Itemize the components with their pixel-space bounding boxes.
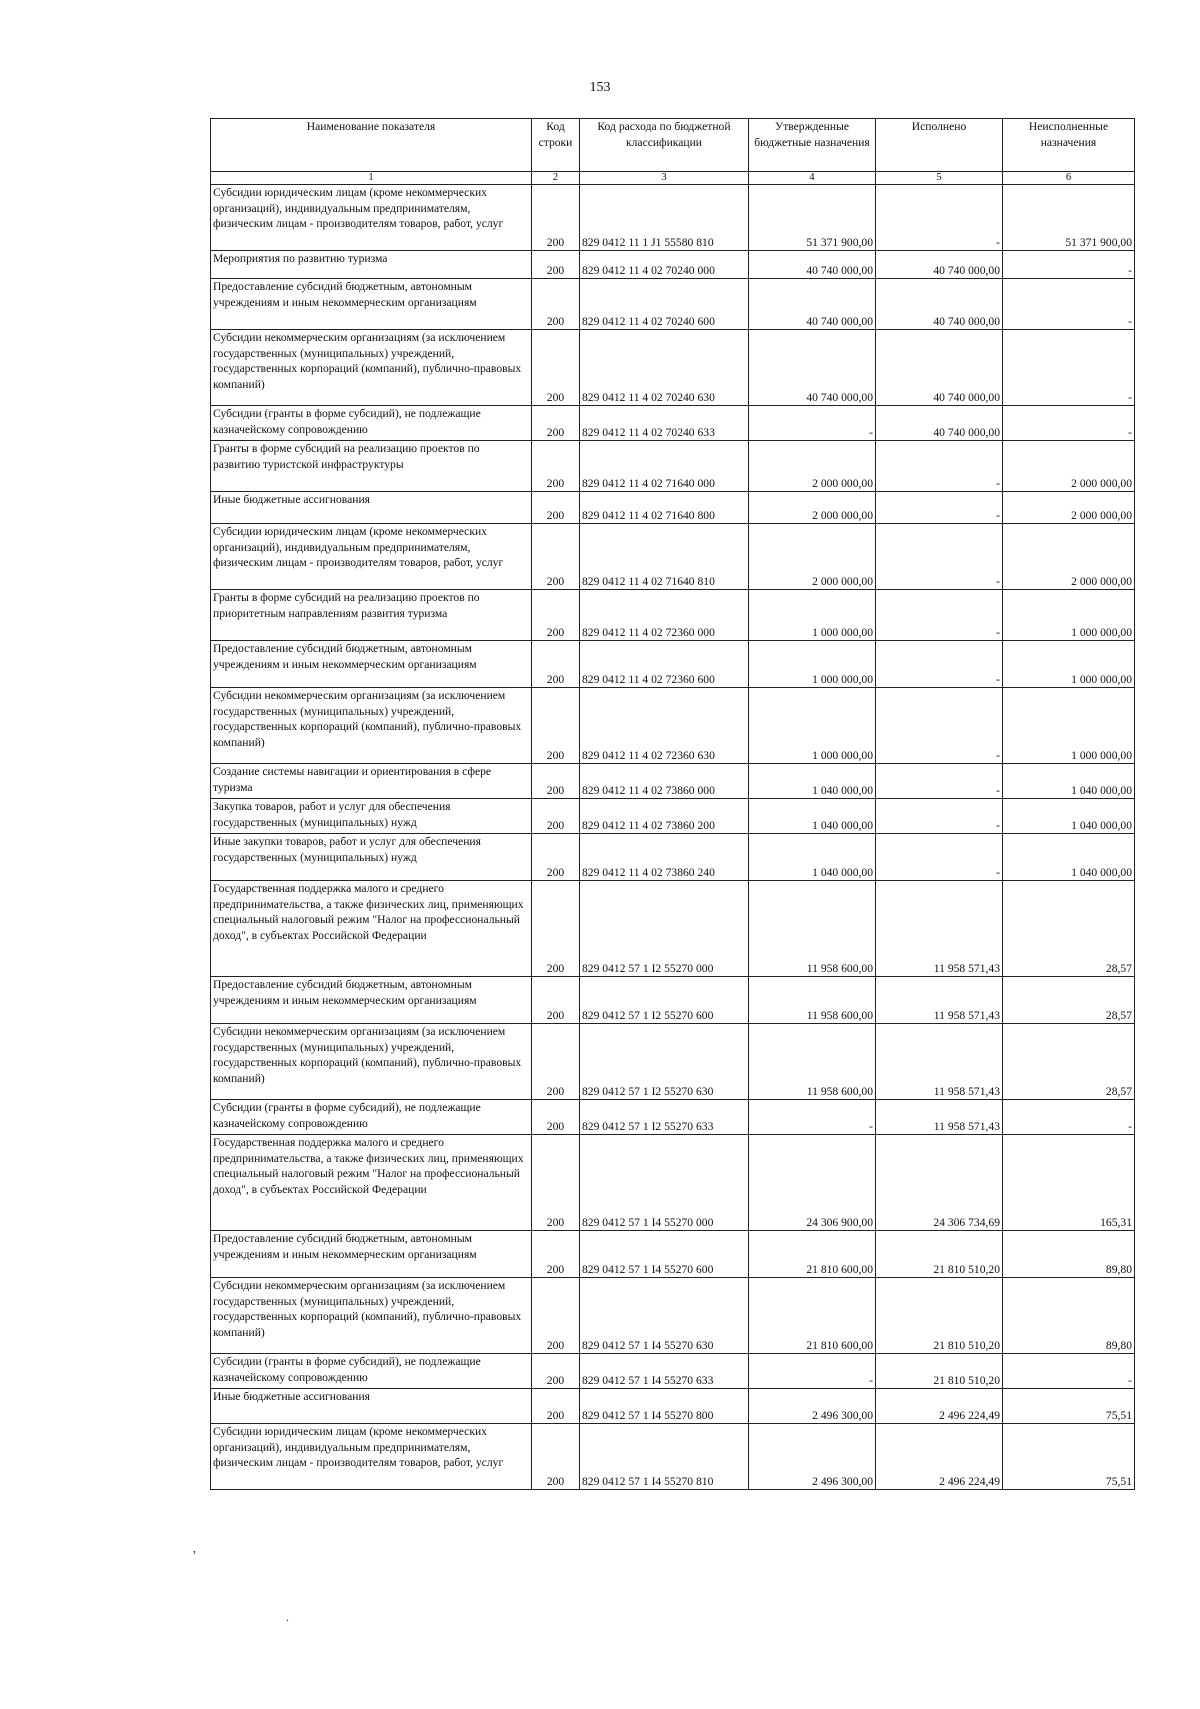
executed-amount-cell: - <box>876 641 1003 688</box>
executed-amount-cell: 11 958 571,43 <box>876 977 1003 1024</box>
approved-amount-cell: 2 496 300,00 <box>749 1424 876 1490</box>
executed-amount-cell: 21 810 510,20 <box>876 1354 1003 1389</box>
unexecuted-amount-cell: 28,57 <box>1003 881 1135 977</box>
line-code-cell: 200 <box>532 279 580 330</box>
indicator-name-cell: Государственная поддержка малого и среднего предпринимательства, а также физических лиц, применяющих специальный налоговый режим "Налог на профессиональный доход", в субъектах Российской Федерации <box>211 881 532 977</box>
table-row <box>211 1389 1135 1424</box>
classification-code-cell: 829 0412 11 4 02 72360 000 <box>580 590 749 641</box>
approved-amount-cell: 11 958 600,00 <box>749 977 876 1024</box>
executed-amount-cell: - <box>876 764 1003 799</box>
approved-amount-cell: 11 958 600,00 <box>749 1024 876 1100</box>
stray-mark: , <box>193 1541 196 1555</box>
header-row <box>211 119 1135 172</box>
unexecuted-amount-cell: 1 000 000,00 <box>1003 641 1135 688</box>
line-code-cell: 200 <box>532 1100 580 1135</box>
approved-amount-cell: 2 000 000,00 <box>749 492 876 524</box>
column-number-row <box>211 172 1135 185</box>
table-row <box>211 279 1135 330</box>
table-row <box>211 330 1135 406</box>
classification-code-cell: 829 0412 57 1 I2 55270 633 <box>580 1100 749 1135</box>
executed-amount-cell: - <box>876 799 1003 834</box>
line-code-cell: 200 <box>532 799 580 834</box>
line-code-cell: 200 <box>532 1024 580 1100</box>
unexecuted-amount-cell: 1 040 000,00 <box>1003 834 1135 881</box>
indicator-name-cell: Субсидии некоммерческим организациям (за исключением государственных (муниципальных) учреждений, государственных корпораций (компаний), публично-правовых компаний) <box>211 1024 532 1100</box>
column-number: 5 <box>876 172 1003 185</box>
column-number: 3 <box>580 172 749 185</box>
approved-amount-cell: 2 000 000,00 <box>749 441 876 492</box>
approved-amount-cell: 2 000 000,00 <box>749 524 876 590</box>
table-body <box>211 185 1135 1490</box>
header-unexecuted: Неисполненные назначения <box>1003 119 1135 172</box>
indicator-name-cell: Субсидии юридическим лицам (кроме некоммерческих организаций), индивидуальным предпринимателям, физическим лицам - производителям товаров, работ, услуг <box>211 1424 532 1490</box>
classification-code-cell: 829 0412 11 4 02 73860 000 <box>580 764 749 799</box>
approved-amount-cell: 1 040 000,00 <box>749 764 876 799</box>
table-row <box>211 406 1135 441</box>
header-approved: Утвержденные бюджетные назначения <box>749 119 876 172</box>
executed-amount-cell: 2 496 224,49 <box>876 1389 1003 1424</box>
unexecuted-amount-cell: 1 040 000,00 <box>1003 799 1135 834</box>
table-row <box>211 764 1135 799</box>
indicator-name-cell: Иные бюджетные ассигнования <box>211 1389 532 1424</box>
classification-code-cell: 829 0412 11 4 02 71640 800 <box>580 492 749 524</box>
approved-amount-cell: 11 958 600,00 <box>749 881 876 977</box>
executed-amount-cell: - <box>876 492 1003 524</box>
classification-code-cell: 829 0412 11 4 02 73860 240 <box>580 834 749 881</box>
approved-amount-cell: 1 000 000,00 <box>749 688 876 764</box>
unexecuted-amount-cell: 89,80 <box>1003 1231 1135 1278</box>
indicator-name-cell: Предоставление субсидий бюджетным, автономным учреждениям и иным некоммерческим организациям <box>211 977 532 1024</box>
indicator-name-cell: Иные закупки товаров, работ и услуг для обеспечения государственных (муниципальных) нужд <box>211 834 532 881</box>
header-executed: Исполнено <box>876 119 1003 172</box>
executed-amount-cell: 21 810 510,20 <box>876 1231 1003 1278</box>
table-row <box>211 834 1135 881</box>
executed-amount-cell: 11 958 571,43 <box>876 1024 1003 1100</box>
classification-code-cell: 829 0412 57 1 I2 55270 000 <box>580 881 749 977</box>
table-row <box>211 1354 1135 1389</box>
line-code-cell: 200 <box>532 1135 580 1231</box>
unexecuted-amount-cell: - <box>1003 406 1135 441</box>
line-code-cell: 200 <box>532 330 580 406</box>
table-row <box>211 251 1135 279</box>
indicator-name-cell: Субсидии (гранты в форме субсидий), не подлежащие казначейскому сопровождению <box>211 406 532 441</box>
line-code-cell: 200 <box>532 881 580 977</box>
approved-amount-cell: 1 000 000,00 <box>749 590 876 641</box>
table-row <box>211 641 1135 688</box>
budget-execution-table <box>210 118 1135 1490</box>
indicator-name-cell: Субсидии юридическим лицам (кроме некоммерческих организаций), индивидуальным предпринимателям, физическим лицам - производителям товаров, работ, услуг <box>211 185 532 251</box>
line-code-cell: 200 <box>532 1354 580 1389</box>
line-code-cell: 200 <box>532 1278 580 1354</box>
unexecuted-amount-cell: - <box>1003 1354 1135 1389</box>
unexecuted-amount-cell: - <box>1003 330 1135 406</box>
indicator-name-cell: Субсидии некоммерческим организациям (за исключением государственных (муниципальных) учреждений, государственных корпораций (компаний), публично-правовых компаний) <box>211 1278 532 1354</box>
table-row <box>211 1278 1135 1354</box>
classification-code-cell: 829 0412 11 4 02 71640 000 <box>580 441 749 492</box>
approved-amount-cell: 40 740 000,00 <box>749 251 876 279</box>
line-code-cell: 200 <box>532 1424 580 1490</box>
header-indicator-name: Наименование показателя <box>211 119 532 172</box>
header-classification-code: Код расхода по бюджетной классификации <box>580 119 749 172</box>
executed-amount-cell: 40 740 000,00 <box>876 330 1003 406</box>
line-code-cell: 200 <box>532 251 580 279</box>
header-line-code: Код строки <box>532 119 580 172</box>
indicator-name-cell: Иные бюджетные ассигнования <box>211 492 532 524</box>
approved-amount-cell: - <box>749 406 876 441</box>
approved-amount-cell: 2 496 300,00 <box>749 1389 876 1424</box>
unexecuted-amount-cell: 1 040 000,00 <box>1003 764 1135 799</box>
line-code-cell: 200 <box>532 688 580 764</box>
line-code-cell: 200 <box>532 441 580 492</box>
executed-amount-cell: - <box>876 590 1003 641</box>
stray-mark: . <box>286 1610 289 1624</box>
table-row <box>211 492 1135 524</box>
approved-amount-cell: 40 740 000,00 <box>749 279 876 330</box>
executed-amount-cell: 2 496 224,49 <box>876 1424 1003 1490</box>
executed-amount-cell: 40 740 000,00 <box>876 279 1003 330</box>
unexecuted-amount-cell: 165,31 <box>1003 1135 1135 1231</box>
page-number: 153 <box>589 80 611 95</box>
approved-amount-cell: 40 740 000,00 <box>749 330 876 406</box>
unexecuted-amount-cell: 75,51 <box>1003 1424 1135 1490</box>
executed-amount-cell: - <box>876 834 1003 881</box>
classification-code-cell: 829 0412 57 1 I4 55270 810 <box>580 1424 749 1490</box>
classification-code-cell: 829 0412 57 1 I4 55270 630 <box>580 1278 749 1354</box>
classification-code-cell: 829 0412 11 4 02 71640 810 <box>580 524 749 590</box>
classification-code-cell: 829 0412 11 4 02 70240 000 <box>580 251 749 279</box>
approved-amount-cell: 1 040 000,00 <box>749 834 876 881</box>
indicator-name-cell: Субсидии юридическим лицам (кроме некоммерческих организаций), индивидуальным предпринимателям, физическим лицам - производителям товаров, работ, услуг <box>211 524 532 590</box>
approved-amount-cell: 1 040 000,00 <box>749 799 876 834</box>
unexecuted-amount-cell: - <box>1003 251 1135 279</box>
unexecuted-amount-cell: - <box>1003 1100 1135 1135</box>
executed-amount-cell: 11 958 571,43 <box>876 881 1003 977</box>
indicator-name-cell: Закупка товаров, работ и услуг для обеспечения государственных (муниципальных) нужд <box>211 799 532 834</box>
indicator-name-cell: Государственная поддержка малого и среднего предпринимательства, а также физических лиц, применяющих специальный налоговый режим "Налог на профессиональный доход", в субъектах Российской Федерации <box>211 1135 532 1231</box>
classification-code-cell: 829 0412 57 1 I4 55270 600 <box>580 1231 749 1278</box>
line-code-cell: 200 <box>532 1231 580 1278</box>
table-row <box>211 441 1135 492</box>
unexecuted-amount-cell: 28,57 <box>1003 1024 1135 1100</box>
executed-amount-cell: 40 740 000,00 <box>876 251 1003 279</box>
table-row <box>211 185 1135 251</box>
indicator-name-cell: Субсидии некоммерческим организациям (за исключением государственных (муниципальных) учреждений, государственных корпораций (компаний), публично-правовых компаний) <box>211 688 532 764</box>
approved-amount-cell: 1 000 000,00 <box>749 641 876 688</box>
unexecuted-amount-cell: 28,57 <box>1003 977 1135 1024</box>
indicator-name-cell: Предоставление субсидий бюджетным, автономным учреждениям и иным некоммерческим организациям <box>211 279 532 330</box>
table-row <box>211 590 1135 641</box>
table-row <box>211 524 1135 590</box>
classification-code-cell: 829 0412 11 4 02 72360 600 <box>580 641 749 688</box>
column-number: 4 <box>749 172 876 185</box>
line-code-cell: 200 <box>532 590 580 641</box>
table-row <box>211 1024 1135 1100</box>
classification-code-cell: 829 0412 11 4 02 72360 630 <box>580 688 749 764</box>
line-code-cell: 200 <box>532 406 580 441</box>
unexecuted-amount-cell: 89,80 <box>1003 1278 1135 1354</box>
approved-amount-cell: 21 810 600,00 <box>749 1278 876 1354</box>
line-code-cell: 200 <box>532 977 580 1024</box>
approved-amount-cell: 24 306 900,00 <box>749 1135 876 1231</box>
line-code-cell: 200 <box>532 834 580 881</box>
executed-amount-cell: - <box>876 185 1003 251</box>
indicator-name-cell: Гранты в форме субсидий на реализацию проектов по развитию туристской инфраструктуры <box>211 441 532 492</box>
classification-code-cell: 829 0412 11 4 02 73860 200 <box>580 799 749 834</box>
unexecuted-amount-cell: 75,51 <box>1003 1389 1135 1424</box>
approved-amount-cell: - <box>749 1354 876 1389</box>
line-code-cell: 200 <box>532 1389 580 1424</box>
unexecuted-amount-cell: 1 000 000,00 <box>1003 688 1135 764</box>
executed-amount-cell: 24 306 734,69 <box>876 1135 1003 1231</box>
executed-amount-cell: 11 958 571,43 <box>876 1100 1003 1135</box>
indicator-name-cell: Создание системы навигации и ориентирования в сфере туризма <box>211 764 532 799</box>
approved-amount-cell: 51 371 900,00 <box>749 185 876 251</box>
executed-amount-cell: - <box>876 688 1003 764</box>
table-row <box>211 881 1135 977</box>
classification-code-cell: 829 0412 57 1 I4 55270 633 <box>580 1354 749 1389</box>
indicator-name-cell: Субсидии (гранты в форме субсидий), не подлежащие казначейскому сопровождению <box>211 1354 532 1389</box>
classification-code-cell: 829 0412 57 1 I4 55270 000 <box>580 1135 749 1231</box>
line-code-cell: 200 <box>532 524 580 590</box>
column-number: 6 <box>1003 172 1135 185</box>
executed-amount-cell: - <box>876 524 1003 590</box>
table-row <box>211 1231 1135 1278</box>
indicator-name-cell: Предоставление субсидий бюджетным, автономным учреждениям и иным некоммерческим организациям <box>211 641 532 688</box>
classification-code-cell: 829 0412 57 1 I2 55270 630 <box>580 1024 749 1100</box>
line-code-cell: 200 <box>532 764 580 799</box>
classification-code-cell: 829 0412 11 4 02 70240 630 <box>580 330 749 406</box>
column-number: 2 <box>532 172 580 185</box>
table-row <box>211 799 1135 834</box>
indicator-name-cell: Субсидии некоммерческим организациям (за исключением государственных (муниципальных) учреждений, государственных корпораций (компаний), публично-правовых компаний) <box>211 330 532 406</box>
classification-code-cell: 829 0412 11 4 02 70240 600 <box>580 279 749 330</box>
indicator-name-cell: Предоставление субсидий бюджетным, автономным учреждениям и иным некоммерческим организациям <box>211 1231 532 1278</box>
executed-amount-cell: - <box>876 441 1003 492</box>
unexecuted-amount-cell: 2 000 000,00 <box>1003 524 1135 590</box>
line-code-cell: 200 <box>532 641 580 688</box>
indicator-name-cell: Субсидии (гранты в форме субсидий), не подлежащие казначейскому сопровождению <box>211 1100 532 1135</box>
executed-amount-cell: 40 740 000,00 <box>876 406 1003 441</box>
table-row <box>211 1135 1135 1231</box>
indicator-name-cell: Гранты в форме субсидий на реализацию проектов по приоритетным направлениям развития туризма <box>211 590 532 641</box>
unexecuted-amount-cell: 2 000 000,00 <box>1003 441 1135 492</box>
classification-code-cell: 829 0412 11 4 02 70240 633 <box>580 406 749 441</box>
classification-code-cell: 829 0412 11 1 J1 55580 810 <box>580 185 749 251</box>
line-code-cell: 200 <box>532 185 580 251</box>
indicator-name-cell: Мероприятия по развитию туризма <box>211 251 532 279</box>
unexecuted-amount-cell: 51 371 900,00 <box>1003 185 1135 251</box>
approved-amount-cell: 21 810 600,00 <box>749 1231 876 1278</box>
unexecuted-amount-cell: 1 000 000,00 <box>1003 590 1135 641</box>
line-code-cell: 200 <box>532 492 580 524</box>
classification-code-cell: 829 0412 57 1 I4 55270 800 <box>580 1389 749 1424</box>
approved-amount-cell: - <box>749 1100 876 1135</box>
table-row <box>211 688 1135 764</box>
table-row <box>211 1100 1135 1135</box>
table-row <box>211 1424 1135 1490</box>
unexecuted-amount-cell: - <box>1003 279 1135 330</box>
column-number: 1 <box>211 172 532 185</box>
unexecuted-amount-cell: 2 000 000,00 <box>1003 492 1135 524</box>
classification-code-cell: 829 0412 57 1 I2 55270 600 <box>580 977 749 1024</box>
executed-amount-cell: 21 810 510,20 <box>876 1278 1003 1354</box>
table-row <box>211 977 1135 1024</box>
